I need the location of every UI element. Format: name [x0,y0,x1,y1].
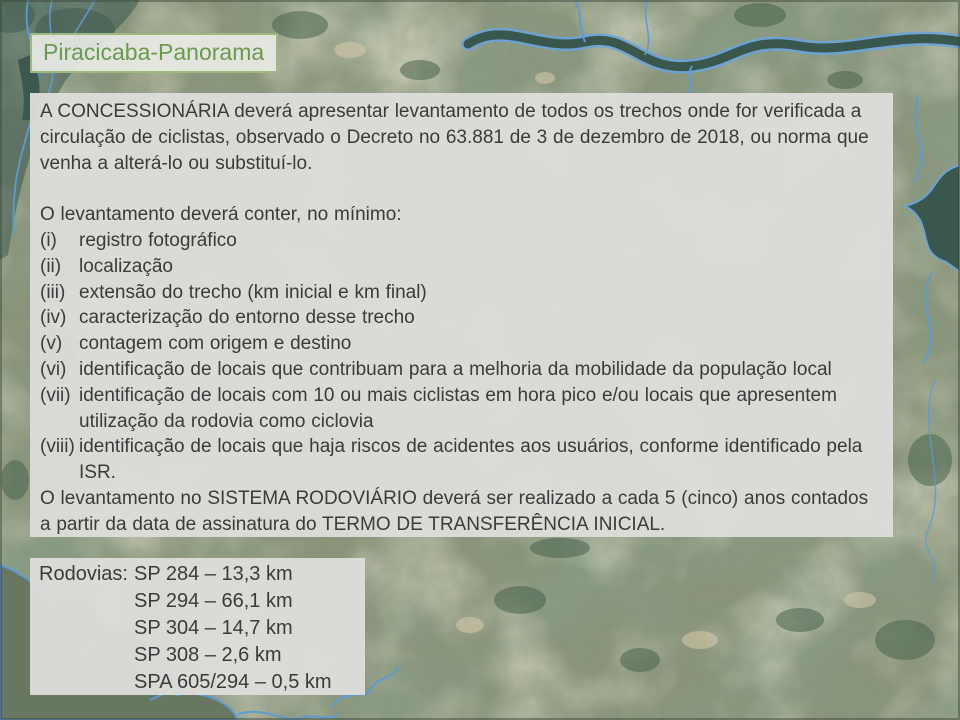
list-item-marker: (vii) [40,384,71,406]
list-item-marker: (viii) [40,436,75,458]
slide-title: Piracicaba-Panorama [43,39,265,65]
list-item-text: identificação de locais que contribuam para a melhoria da mobilidade da população local [79,358,832,380]
list-item-text: localização [79,255,173,277]
list-item-marker: (i) [40,229,57,251]
list-item-marker: (iv) [40,307,67,329]
list-item-text: identificação de locais que haja riscos de acidentes aos usuários, conforme identificado pela ISR. [79,436,863,484]
rodovia-entry: SP 294 – 66,1 km [134,590,293,612]
slide-title-box [30,33,278,73]
list-item-text: extensão do trecho (km inicial e km final) [79,281,427,303]
rodovias-panel [30,558,365,695]
list-item [40,228,883,254]
closing-paragraph: O levantamento no SISTEMA RODOVIÁRIO deverá ser realizado a cada 5 (cinco) anos contados a partir da data de assinatura do TERMO DE TRANSFERÊNCIA INICIAL. [40,487,869,535]
list-item [40,434,883,486]
list-item [40,280,883,306]
list-item [40,305,883,331]
rodovia-entry: SP 308 – 2,6 km [134,644,282,666]
list-item [40,383,883,435]
list-item-marker: (iii) [40,281,66,303]
body-text-panel [30,93,893,537]
rodovias-list [134,561,332,696]
list-item [40,331,883,357]
list-item-text: contagem com origem e destino [79,333,352,355]
list-item-marker: (v) [40,333,63,355]
list-item-marker: (vi) [40,358,67,380]
rodovia-entry: SP 304 – 14,7 km [134,617,293,639]
list-item-text: identificação de locais com 10 ou mais ciclistas em hora pico e/ou locais que apresentem utilização da rodovia como ciclovia [79,384,837,432]
list-item [40,357,883,383]
list-item-text: caracterização do entorno desse trecho [79,307,415,329]
list-item-text: registro fotográfico [79,229,237,251]
list-item [40,254,883,280]
intro-paragraph: A CONCESSIONÁRIA deverá apresentar levantamento de todos os trechos onde for verificada a circulação de ciclistas, observado o Decreto no 63.881 de 3 de dezembro de 2018, ou norma que venha a alterá-lo ou substituí-lo. [40,101,869,174]
list-item-marker: (ii) [40,255,62,277]
rodovias-label: Rodovias: [39,563,128,585]
list-heading: O levantamento deverá conter, no mínimo: [40,204,402,226]
rodovia-entry: SP 284 – 13,3 km [134,563,293,585]
rodovia-entry: SPA 605/294 – 0,5 km [134,671,332,693]
